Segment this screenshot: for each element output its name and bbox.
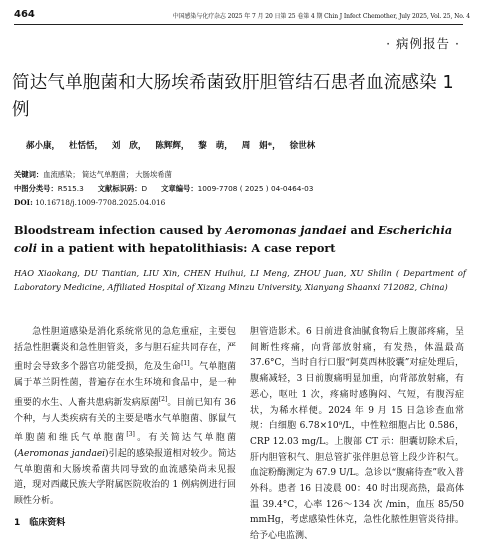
body-text-e: )引起的感染报道相对较少。简达气单胞菌和大肠埃希菌共同导致的血流感染尚未见报道，现对西藏民族大学附属医院收治的 1 例病例进行回顾性分析。 (14, 448, 236, 507)
article-no-label: 文章编号： (161, 184, 198, 193)
header-rule (14, 24, 463, 25)
en-title-part3: in a patient with hepatolithiasis: A case report (37, 241, 336, 255)
doi-value: 10.16718/j.1009-7708.2025.04.016 (35, 198, 166, 207)
page-number: 464 (14, 9, 35, 20)
en-title-part2: and (346, 223, 378, 237)
body-text-c: 。目前已知有 36 个种，与人类疾病有关的主要是嗜水气单胞菌、豚鼠气单胞菌和维氏气单胞菌 (14, 397, 236, 444)
doi-label: DOI: (14, 198, 33, 207)
body-column-right: 胆管造影术。6 日前进食油腻食物后上腹部疼痛，呈间断性疼痛，向背部放射痛，有发热，体温最高 37.6°C，当时自行口服“阿莫西林胶囊”对症处理后，腹痛减轻，3 日前腹痛明显加重，向背部放射痛，有恶心，呕吐 1 次，疼痛时感胸闷、气短，有腹泻症状，为稀水样便。2024 年 9 月 15 日急诊查血常规：白细胞 6.78×10⁹/L，中性粒细胞占比 0.586，CRP 12.03 mg/L。上腹部 CT 示：胆囊切除术后，肝内胆管积气、胆总管扩张伴胆总管上段少许积气。血淀粉酶测定为 67.9 U/L。急诊以“腹痛待查”收入普外科。患者 16 日凌晨 00：40 时出现高热，最高体温 39.4°C，心率 126～134 次 /min，血压 85/50 mmHg，考虑感染性休克，急性化脓性胆管炎待排。给予心电监测、 (250, 327, 464, 542)
body-text-b: 。气单胞菌属于革兰阴性菌，普遍存在水生环境和食品中，是一种重要的水生、人畜共患病新发病原菌 (14, 362, 236, 408)
chinese-authors: 郝小康， 杜恬恬， 刘 欣， 陈辉辉， 黎 萌， 周 娟*， 徐世林 (26, 141, 316, 151)
citation-3[interactable]: [3] (126, 431, 135, 439)
body-text-d: 。有关简达气单胞菌( (14, 433, 236, 459)
doi-row (14, 198, 165, 207)
en-title-organism2: Escherichia coli (14, 223, 453, 255)
section-1-heading: 1 临床资料 (14, 518, 66, 528)
article-no-value: 1009-7708 ( 2025 ) 04-0464-03 (197, 184, 314, 193)
english-title (14, 221, 469, 257)
keywords-row (14, 170, 172, 180)
body-text-a: 急性胆道感染是消化系统常见的急危重症，主要包括急性胆囊炎和急性胆管炎，多与胆石症共同存在，严重时会导致多个器官功能受损，危及生命 (14, 327, 236, 373)
citation-1[interactable]: [1] (181, 360, 190, 368)
classification-row (14, 184, 313, 194)
section-heading: · 病例报告 · (386, 36, 460, 51)
clc-value: R515.3 (57, 184, 84, 193)
doc-code-value: D (141, 184, 148, 193)
en-title-organism1: Aeromonas jandaei (225, 223, 347, 237)
doc-code-label: 文献标识码： (97, 184, 142, 193)
clc-label: 中图分类号： (14, 184, 58, 193)
journal-running-header: 中国感染与化疗杂志 2025 年 7 月 20 日第 25 卷第 4 期 Chin J Infect Chemother, July 2025, Vol. 25, No. 4 (172, 13, 470, 20)
keywords-text: 血流感染； 简达气单胞菌； 大肠埃希菌 (43, 170, 172, 179)
citation-2[interactable]: [2] (158, 395, 168, 403)
en-title-part1: Bloodstream infection caused by (14, 223, 226, 237)
body-column-left (14, 325, 236, 510)
organism-name: Aeromonas jandaei (17, 448, 106, 459)
keywords-label: 关键词： (14, 170, 44, 179)
chinese-title: 简达气单胞菌和大肠埃希菌致肝胆管结石患者血流感染 1 例 (12, 73, 454, 120)
english-authors-affiliation: HAO Xiaokang, DU Tiantian, LIU Xin, CHEN Huihui, LI Meng, ZHOU Juan, XU Shilin ( Department of Laboratory Medicine, Affiliated Hospital of Xizang Minzu University, Xianyang Shaanxi 712082, China) (14, 268, 466, 292)
